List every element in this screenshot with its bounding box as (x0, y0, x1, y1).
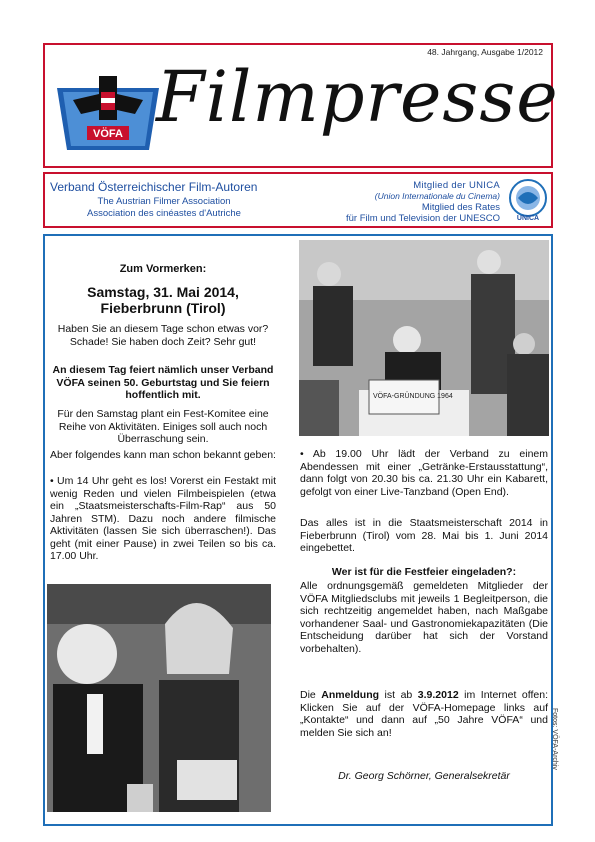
committee-paragraph: Für den Samstag plant ein Fest-Komitee eine Reihe von Aktivitäten. Einiges soll auch noch Überraschung sein. (57, 408, 269, 445)
unica-logo-text: UNICA (516, 215, 540, 222)
announcement-intro: Aber folgendes kann man schon bekannt geben: (50, 449, 276, 461)
org-name: Verband Österreichischer Film-Autoren (50, 180, 258, 194)
registration-date: 3.9.2012 (417, 689, 459, 701)
evening-program-paragraph: • Ab 19.00 Uhr lädt der Verband zu einem Abendessen mit einer „Getränke-Erstausstattung“, dann folgt von 20.30 bis ca. 21.30 Uhr ein Kabarett, gefolgt von einer Live-Tanzband (Open End). (300, 448, 548, 498)
unesco-council: für Film und Television der UNESCO (346, 213, 500, 224)
org-name-english: The Austrian Filmer Association (97, 196, 231, 207)
invitation-heading: Wer ist für die Festfeier eingeladen?: (331, 566, 517, 578)
eligibility-paragraph: Alle ordnungsgemäß gemeldeten Mitglieder der VÖFA Mitgliedsclubs mit jeweils 1 Begleitperson, die sich rechtzeitig angemeldet haben, nach Maßgabe vorhandener Saal- und Gastronomiekapazitäten (Die Entscheidung darüber hat sich der Vorstand vorbehalten). (300, 580, 548, 655)
registration-label: Anmeldung (321, 689, 380, 701)
signature: Dr. Georg Schörner, Generalsekretär (338, 770, 510, 782)
founding-meeting-photo (299, 240, 549, 436)
registration-text-2: ist ab (379, 689, 418, 701)
question-paragraph: Haben Sie an diesem Tage schon etwas vor? Schade! Sie haben doch Zeit? Sehr gut! (57, 323, 269, 348)
unesco-membership: Mitglied des Rates (421, 202, 500, 213)
vofa-logo (53, 70, 163, 156)
save-the-date-heading: Zum Vormerken: (119, 263, 207, 275)
logo-text: VÖFA (93, 128, 123, 140)
issue-number: 48. Jahrgang, Ausgabe 1/2012 (427, 47, 543, 57)
org-name-french: Association des cinéastes d'Autriche (87, 208, 241, 219)
unica-full-name: (Union Internationale du Cinema) (374, 191, 500, 201)
photo-sign-text: VÖFA-GRÜNDUNG 1964 (373, 393, 453, 400)
championship-paragraph: Das alles ist in die Staatsmeisterschaft 2014 in Fieberbrunn (Tirol) vom 28. Mai bis 1. Juni 2014 eingebettet. (300, 517, 548, 554)
anniversary-paragraph: An diesem Tag feiert nämlich unser Verband VÖFA seinen 50. Geburtstag und Sie feiern hoffentlich mit. (52, 364, 274, 401)
event-date-heading: Samstag, 31. Mai 2014, Fieberbrunn (Tirol) (87, 284, 239, 316)
masthead-title: Filmpresse (156, 56, 559, 138)
celebration-photo (47, 584, 271, 812)
photo-credit: Fotos: VÖFA-Archiv (551, 708, 558, 770)
unica-logo (508, 176, 548, 222)
registration-text-3: im Internet offen: Klicken Sie auf der VÖFA-Homepage links auf „Kontakte“ und dann auf „50 Jahre VÖFA“ und melden Sie sich an! (300, 689, 548, 739)
unica-membership: Mitglied der UNICA (413, 180, 500, 191)
registration-paragraph (300, 689, 548, 739)
afternoon-program-paragraph: • Um 14 Uhr geht es los! Vorerst ein Festakt mit wenig Reden und vielen Filmbeispielen (etwa ein „Staatsmeisterschafts-Film-Rap“ aus 50 Jahren STM). Dazu noch andere filmische Aktivitäten (lassen Sie sich überraschen!). Das geht (mit einer Pause) in zwei Teilen so bis ca. 17.00 Uhr. (50, 475, 276, 562)
registration-text-1: Die (300, 689, 322, 701)
